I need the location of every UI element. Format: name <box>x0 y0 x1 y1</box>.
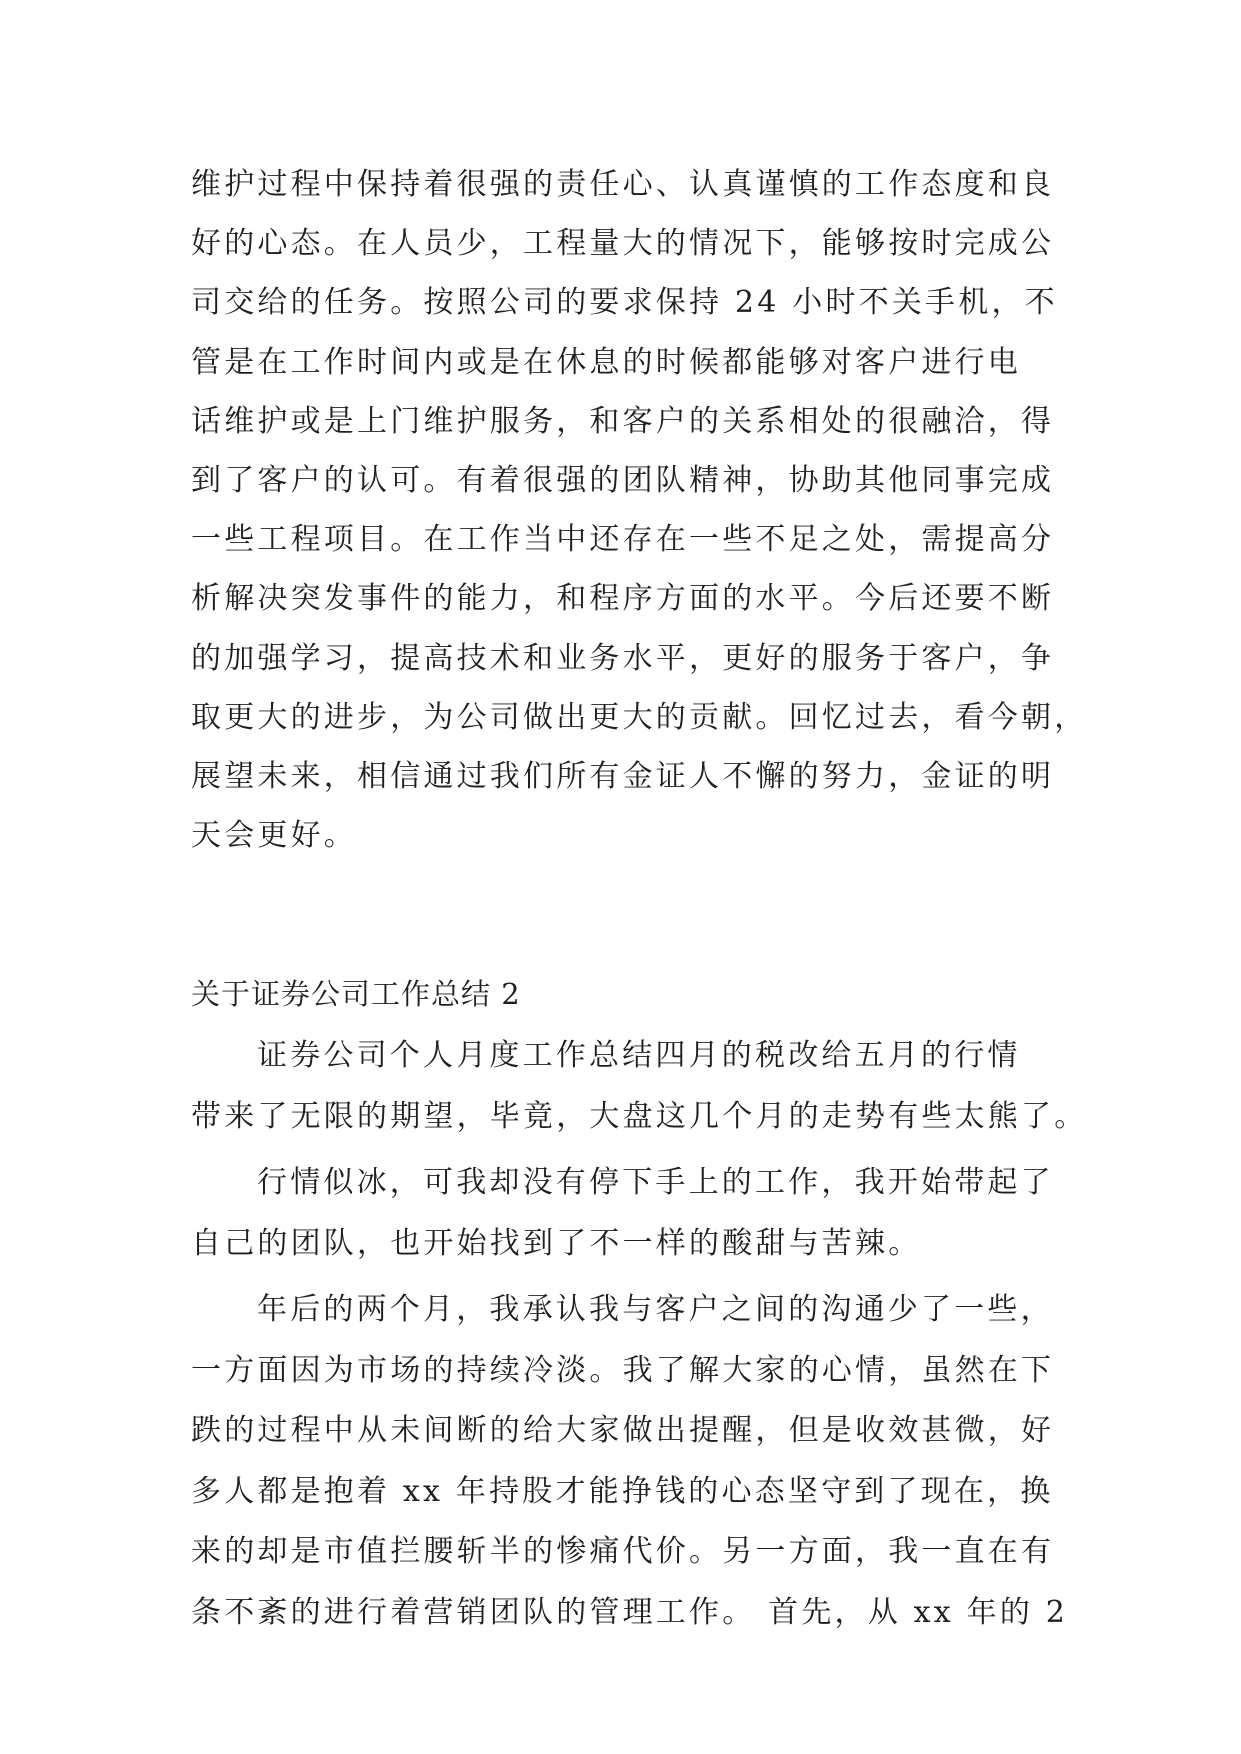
section-spacer <box>191 865 1051 964</box>
document-body <box>191 155 1088 1643</box>
text-line: 析解决突发事件的能力，和程序方面的水平。今后还要不断 <box>191 581 1055 617</box>
text-line: 天会更好。 <box>191 818 357 854</box>
text-line: 司交给的任务。按照公司的要求保持 24 小时不关手机，不 <box>191 285 1058 321</box>
text-line: 带来了无限的期望，毕竟，大盘这几个月的走势有些太熊了。 <box>191 1098 1088 1134</box>
paragraph-2b <box>191 1153 1054 1274</box>
text-line: 维护过程中保持着很强的责任心、认真谨慎的工作态度和良 <box>191 167 1055 202</box>
paragraph-2c <box>191 1280 1069 1643</box>
text-line: 证券公司个人月度工作总结四月的税改给五月的行情 <box>257 1038 1021 1074</box>
text-line: 好的心态。在人员少，工程量大的情况下，能够按时完成公 <box>191 226 1055 262</box>
text-line: 展望未来，相信通过我们所有金证人不懈的努力，金证的明 <box>191 758 1055 794</box>
paragraph-2a <box>191 1026 1088 1147</box>
text-line: 年后的两个月，我承认我与客户之间的沟通少了一些， <box>257 1292 1054 1328</box>
text-line: 话维护或是上门维护服务，和客户的关系相处的很融洽，得 <box>191 403 1055 439</box>
text-line: 一方面因为市场的持续冷淡。我了解大家的心情，虽然在下 <box>191 1352 1055 1388</box>
text-line: 到了客户的认可。有着很强的团队精神，协助其他同事完成 <box>191 462 1055 498</box>
text-line: 条不紊的进行着营销团队的管理工作。 首先，从 xx 年的 2 <box>191 1594 1069 1630</box>
text-line: 自己的团队，也开始找到了不一样的酸甜与苦辣。 <box>191 1225 922 1261</box>
text-line: 的加强学习，提高技术和业务水平，更好的服务于客户，争 <box>191 640 1055 676</box>
text-line: 一些工程项目。在工作当中还存在一些不足之处，需提高分 <box>191 522 1055 558</box>
text-line: 多人都是抱着 xx 年持股才能挣钱的心态坚守到了现在，换 <box>191 1473 1054 1509</box>
text-line: 来的却是市值拦腰斩半的惨痛代价。另一方面，我一直在有 <box>191 1534 1055 1570</box>
text-line: 取更大的进步，为公司做出更大的贡献。回忆过去，看今朝， <box>191 699 1088 735</box>
text-line: 行情似冰，可我却没有停下手上的工作，我开始带起了 <box>257 1165 1054 1201</box>
section-2-body <box>191 1026 1088 1643</box>
section-heading: 关于证券公司工作总结 2 <box>191 977 521 1012</box>
text-line: 跌的过程中从未间断的给大家做出提醒，但是收效甚微，好 <box>191 1413 1055 1449</box>
paragraph-1 <box>191 155 1088 865</box>
text-line: 管是在工作时间内或是在休息的时候都能够对客户进行电 <box>191 344 1021 380</box>
